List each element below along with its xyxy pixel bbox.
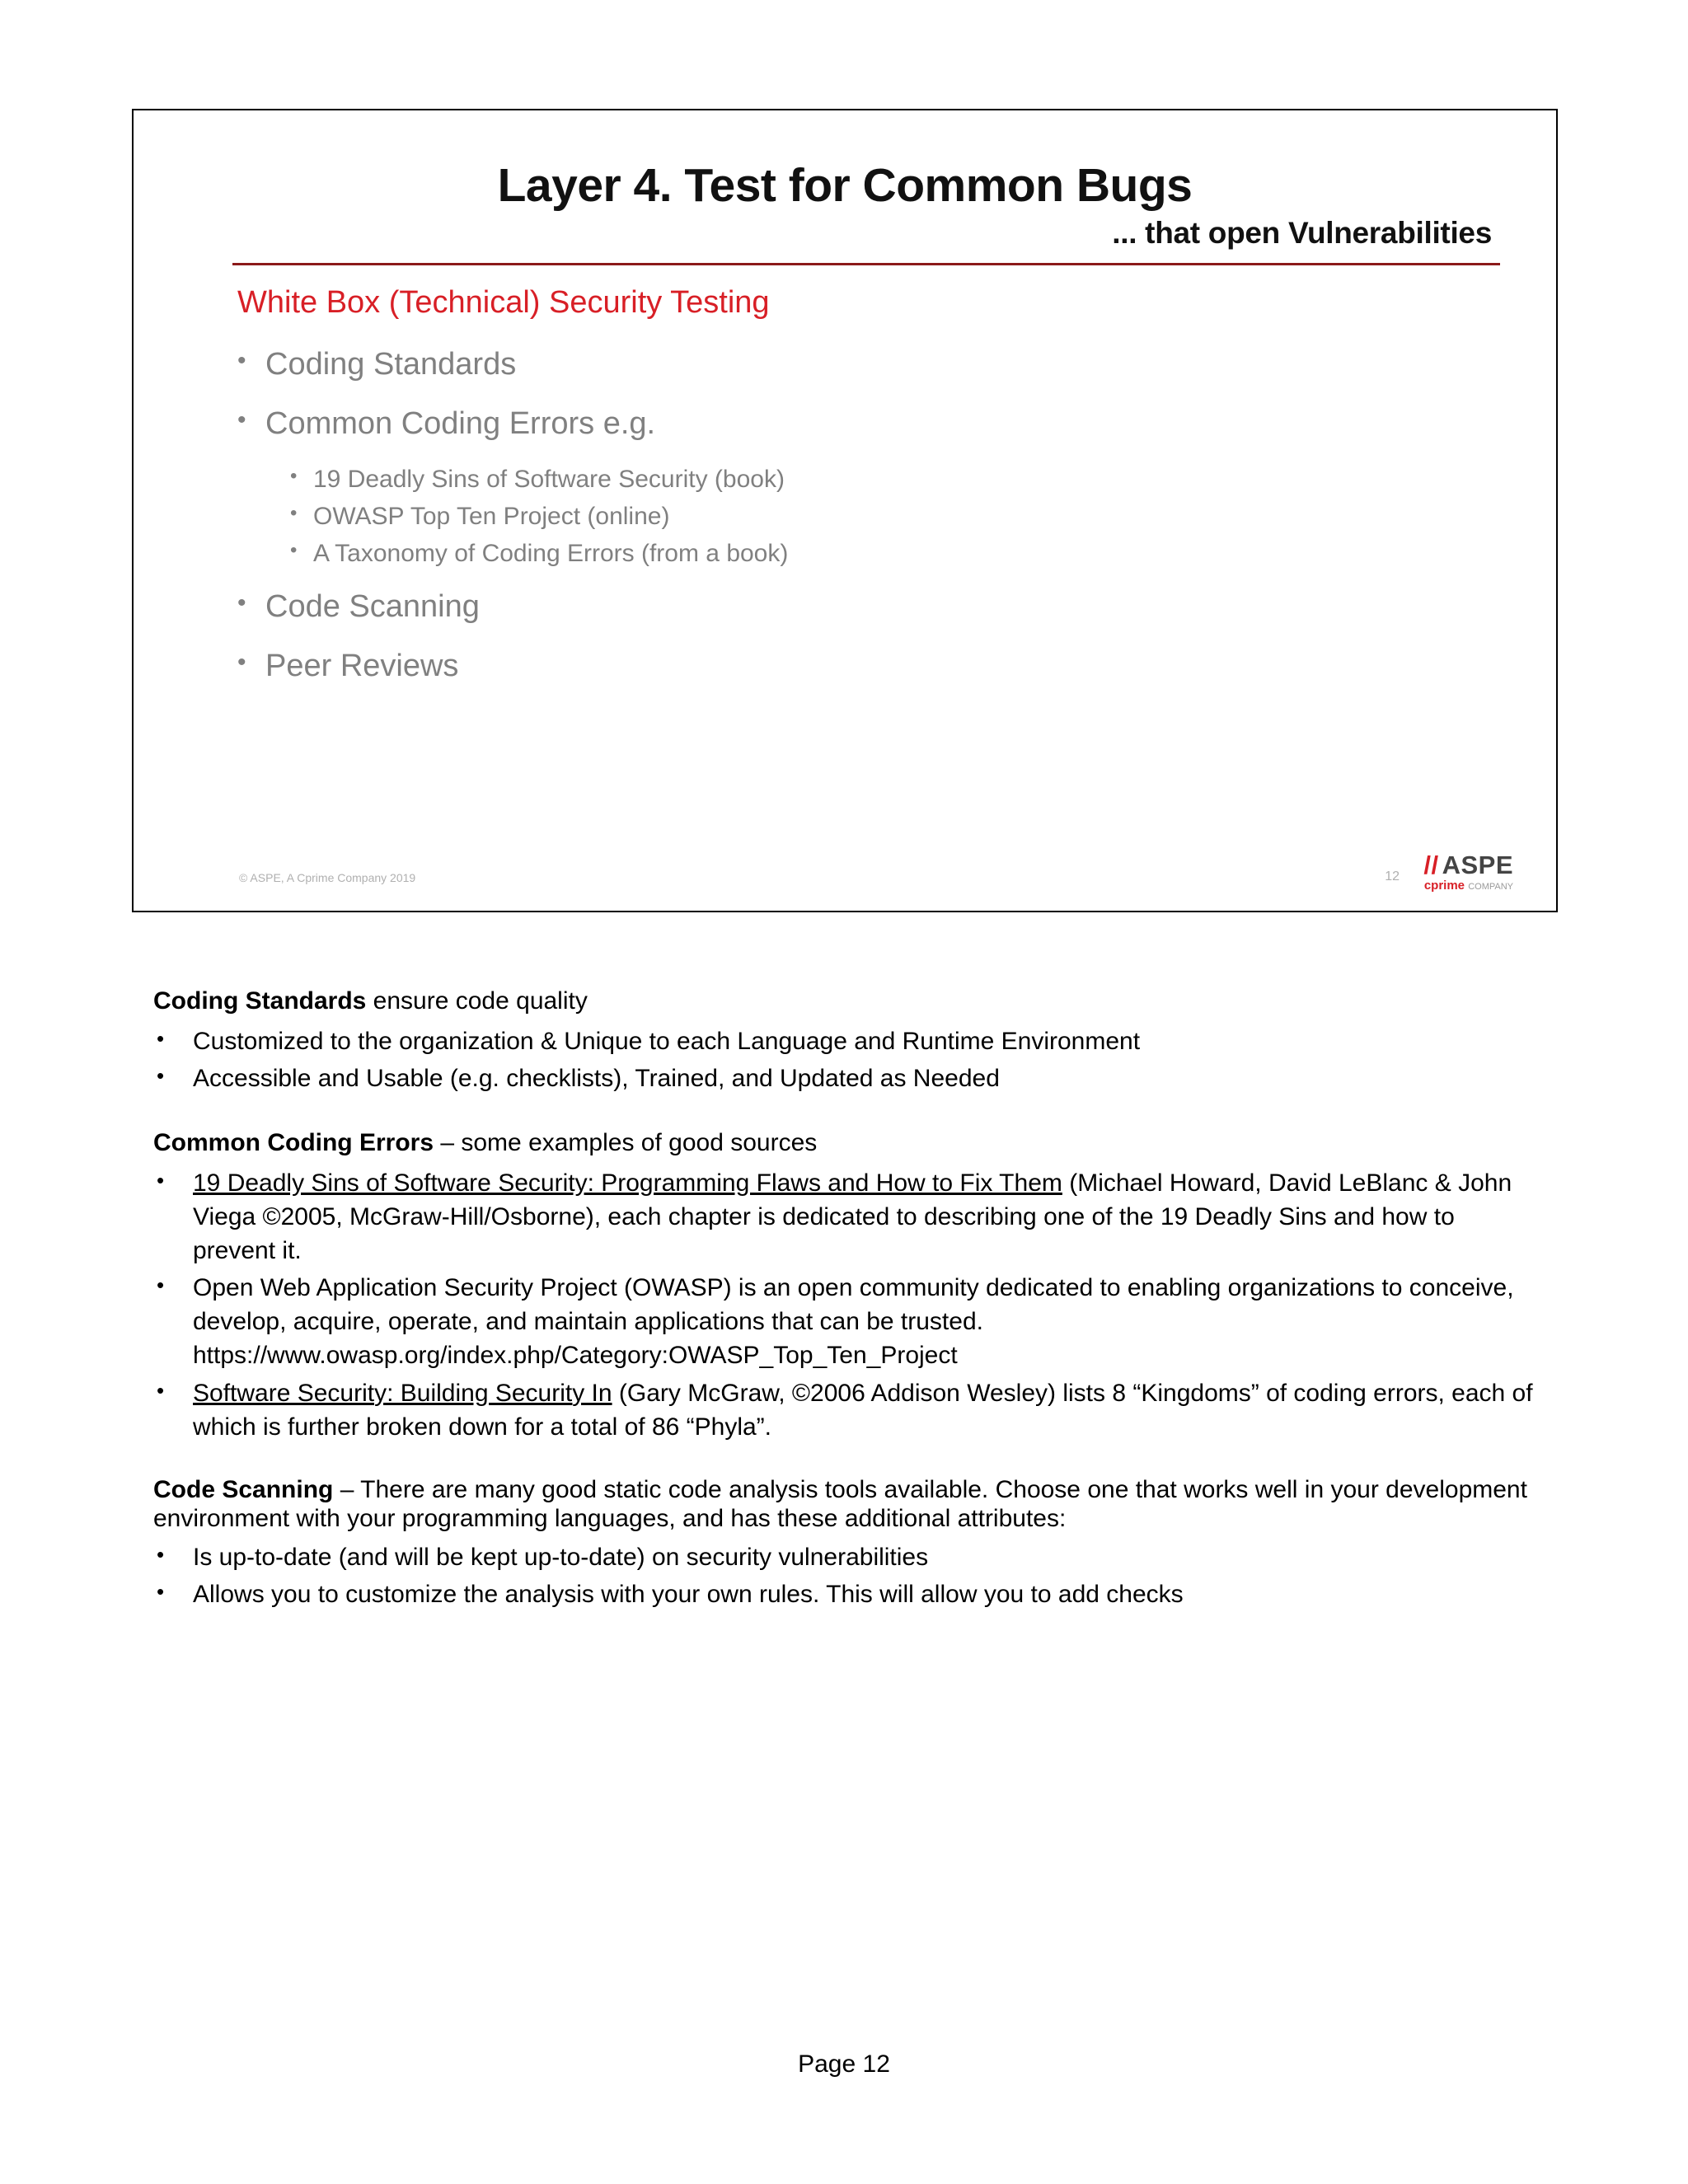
book-title-software-security: Software Security: Building Security In xyxy=(193,1379,612,1407)
slide-sub-bullet-label: 19 Deadly Sins of Software Security (book) xyxy=(313,466,785,493)
aspe-logo-name xyxy=(1423,851,1513,880)
list-item xyxy=(153,1062,1538,1095)
slide-image xyxy=(132,109,1558,912)
coding-standards-heading: Coding Standards xyxy=(153,987,367,1015)
list-item xyxy=(153,1577,1538,1611)
slide-sub-bullet-label: A Taxonomy of Coding Errors (from a book) xyxy=(313,540,789,567)
notes-section-heading xyxy=(153,1475,1538,1534)
list-item xyxy=(153,1024,1538,1058)
slide-bullet-label: Peer Reviews xyxy=(265,648,459,683)
list-item-text: Allows you to customize the analysis with your own rules. This will allow you to add checks xyxy=(193,1580,1184,1608)
list-item xyxy=(153,1166,1538,1268)
bullet-glyph-icon: • xyxy=(290,502,298,524)
bullet-glyph-icon: • xyxy=(157,1377,165,1403)
cprime-logo-sub xyxy=(1423,879,1513,893)
bullet-glyph-icon: • xyxy=(157,1167,165,1193)
notes-section-heading xyxy=(153,1127,1538,1160)
slide-bullet xyxy=(237,345,1507,385)
slide-sub-bullet-label: OWASP Top Ten Project (online) xyxy=(313,503,670,530)
list-item xyxy=(153,1376,1538,1444)
code-scanning-list xyxy=(153,1540,1538,1611)
section-spacer xyxy=(153,1099,1538,1127)
slide-page-number: 12 xyxy=(1385,869,1400,883)
notes-section-heading xyxy=(153,985,1538,1018)
slide-bullet-list xyxy=(237,345,1507,705)
bullet-glyph-icon: • xyxy=(157,1578,165,1604)
slide-bullet xyxy=(237,588,1507,627)
bullet-glyph-icon: • xyxy=(157,1062,165,1088)
list-item-text xyxy=(193,1166,1538,1268)
list-item-text xyxy=(193,1376,1538,1444)
bullet-glyph-icon: • xyxy=(237,347,246,374)
coding-standards-heading-rest: ensure code quality xyxy=(366,987,588,1015)
page-footer: Page 12 xyxy=(798,2050,890,2078)
slide-bullet xyxy=(237,647,1507,687)
cprime-text: cprime xyxy=(1423,879,1465,893)
section-spacer xyxy=(153,1447,1538,1475)
bullet-glyph-icon: • xyxy=(157,1025,165,1051)
common-coding-errors-heading: Common Coding Errors xyxy=(153,1129,434,1157)
code-scanning-heading: Code Scanning xyxy=(153,1475,334,1503)
slide-divider xyxy=(232,263,1500,265)
slide-sub-bullet xyxy=(290,537,1507,569)
slide-subtitle: ... that open Vulnerabilities xyxy=(1112,216,1492,250)
coding-standards-list xyxy=(153,1024,1538,1095)
list-item-text: Accessible and Usable (e.g. checklists), Trained, and Updated as Needed xyxy=(193,1064,1000,1092)
list-item-text-rest: (Gary McGraw, ©2006 Addison Wesley) lists 8 “Kingdoms” of coding errors, each of which is further broken down for a total of 86 “Phyla”. xyxy=(193,1379,1533,1441)
bullet-glyph-icon: • xyxy=(237,405,246,434)
slide-bullet-label: Common Coding Errors e.g. xyxy=(265,405,656,441)
slide-title: Layer 4. Test for Common Bugs xyxy=(497,159,1193,212)
bullet-glyph-icon: • xyxy=(237,589,246,616)
slide-sub-bullet-list xyxy=(290,463,1507,569)
common-coding-errors-heading-rest: – some examples of good sources xyxy=(434,1129,818,1157)
list-item xyxy=(153,1271,1538,1372)
slide-sub-bullet xyxy=(290,463,1507,495)
bullet-glyph-icon: • xyxy=(290,539,298,561)
code-scanning-heading-rest: – There are many good static code analysis tools available. Choose one that works well in your development environment with your programming languages, and has these additional attributes: xyxy=(153,1475,1527,1533)
slide-sub-bullet xyxy=(290,500,1507,532)
slide-bullet xyxy=(237,405,1507,444)
bullet-glyph-icon: • xyxy=(157,1541,165,1567)
slide-bullet-label: Coding Standards xyxy=(265,347,517,382)
logo-text: ASPE xyxy=(1442,851,1513,879)
list-item xyxy=(153,1540,1538,1574)
common-coding-errors-list xyxy=(153,1166,1538,1444)
logo-slashes-icon: // xyxy=(1423,851,1439,879)
bullet-glyph-icon: • xyxy=(157,1272,165,1298)
book-title-19-deadly-sins: 19 Deadly Sins of Software Security: Programming Flaws and How to Fix Them xyxy=(193,1169,1062,1197)
slide-copyright: © ASPE, A Cprime Company 2019 xyxy=(239,871,416,884)
aspe-logo xyxy=(1423,851,1513,893)
list-item-text: Open Web Application Security Project (OWASP) is an open community dedicated to enabling organizations to conceive, develop, acquire, operate, and maintain applications that can be trusted. https://www.owasp.org/index.php/Category:OWASP_Top_Ten_Project xyxy=(193,1274,1514,1370)
slide-section-heading: White Box (Technical) Security Testing xyxy=(237,285,770,320)
bullet-glyph-icon: • xyxy=(237,648,246,676)
bullet-glyph-icon: • xyxy=(290,465,298,487)
list-item-text: Is up-to-date (and will be kept up-to-date) on security vulnerabilities xyxy=(193,1543,929,1571)
list-item-text: Customized to the organization & Unique to each Language and Runtime Environment xyxy=(193,1027,1141,1055)
notes-body xyxy=(153,985,1538,1615)
slide-bullet-label: Code Scanning xyxy=(265,589,480,624)
list-item-text-rest: (Michael Howard, David LeBlanc & John Viega ©2005, McGraw-Hill/Osborne), each chapter is dedicated to describing one of the 19 Deadly Sins and how to prevent it. xyxy=(193,1169,1512,1265)
cprime-company-text: COMPANY xyxy=(1468,882,1513,892)
